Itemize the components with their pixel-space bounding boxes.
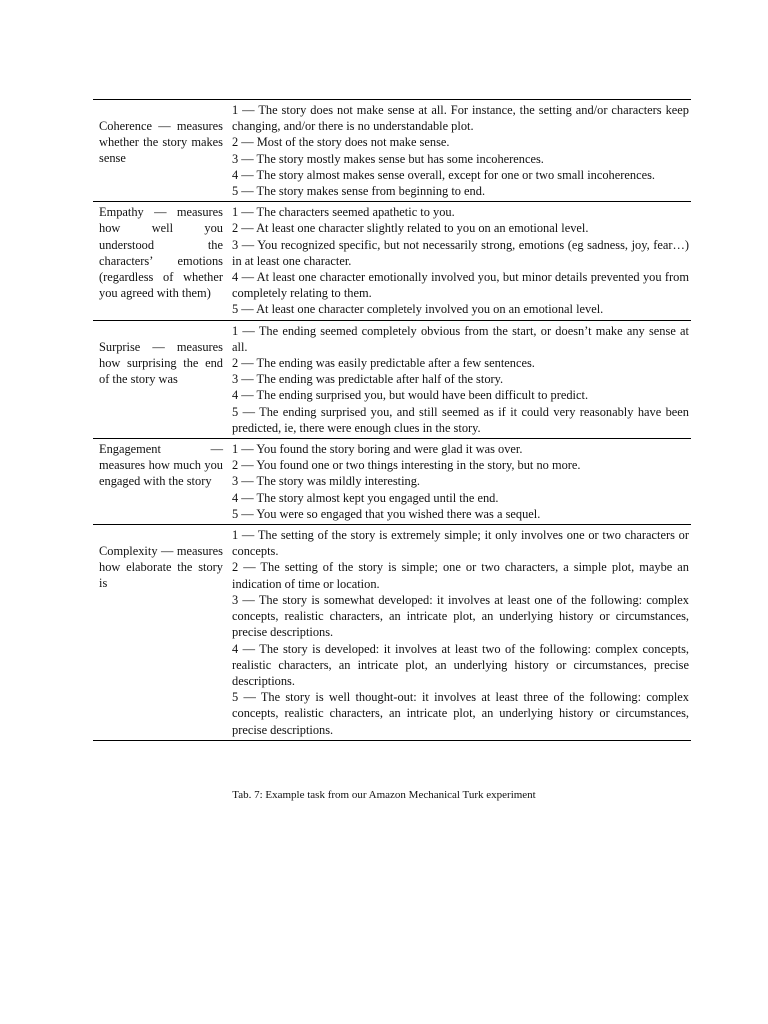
scale-level: 3 — The ending was predictable after half of the story.: [232, 372, 504, 387]
scale-level: 4 — The ending surprised you, but would have been difficult to predict.: [232, 388, 589, 403]
criterion-cell: [93, 100, 229, 202]
scale-level: 1 — The characters seemed apathetic to you.: [232, 205, 455, 220]
scale-level: 4 — The story almost kept you engaged until the end.: [232, 490, 499, 505]
scale-level: 3 — The story was mildly interesting.: [232, 474, 421, 489]
scale-level: 2 — Most of the story does not make sense.: [232, 135, 450, 150]
scale-level: 5 — You were so engaged that you wished there was a sequel.: [232, 506, 541, 521]
scale-level: 2 — You found one or two things interesting in the story, but no more.: [232, 458, 581, 473]
scale-level: 1 — The setting of the story is extremely simple; it only involves one or two characters or concepts.: [232, 528, 689, 559]
scale-level: 4 — At least one character emotionally involved you, but minor details prevented you from completely relating to them.: [232, 270, 689, 301]
table-row-surprise: [93, 320, 691, 438]
criterion-cell: [93, 202, 229, 320]
criterion-cell: [93, 439, 229, 525]
scale-level: 2 — At least one character slightly related to you on an emotional level.: [232, 221, 589, 236]
criterion-engagement: Engagement — measures how much you engaged with the story: [99, 442, 223, 489]
evaluation-criteria-table: [93, 99, 691, 741]
scale-cell: [229, 202, 691, 320]
scale-level: 4 — The story is developed: it involves at least two of the following: complex concepts, realistic characters, an intricate plot, an underlying history or circumstances, precise descriptions.: [232, 641, 689, 688]
scale-level: 1 — The ending seemed completely obvious from the start, or doesn’t make any sense at all.: [232, 323, 689, 354]
scale-cell: [229, 439, 691, 525]
scale-level: 1 — The story does not make sense at all. For instance, the setting and/or characters keep changing, and/or there is no understandable plot.: [232, 103, 689, 134]
table-row-coherence: [93, 100, 691, 202]
criterion-complexity: Complexity — measures how elaborate the story is: [99, 544, 223, 591]
scale-level: 5 — At least one character completely involved you on an emotional level.: [232, 302, 604, 317]
scale-cell: [229, 100, 691, 202]
scale-level: 5 — The story makes sense from beginning to end.: [232, 184, 486, 199]
criterion-cell: [93, 320, 229, 438]
scale-level: 1 — You found the story boring and were glad it was over.: [232, 442, 523, 457]
scale-level: 3 — The story is somewhat developed: it involves at least one of the following: complex concepts, realistic characters, an intricate plot, an underlying history or circumstances, precise descriptions.: [232, 592, 689, 640]
scale-cell: [229, 525, 691, 741]
scale-cell: [229, 320, 691, 438]
table-row-complexity: [93, 525, 691, 741]
criterion-cell: [93, 525, 229, 741]
scale-level: 3 — The story mostly makes sense but has some incoherences.: [232, 151, 544, 166]
criterion-coherence: Coherence — measures whether the story makes sense: [99, 119, 223, 166]
criterion-surprise: Surprise — measures how surprising the end of the story was: [99, 339, 223, 387]
scale-level: 2 — The ending was easily predictable after a few sentences.: [232, 356, 535, 371]
table-row-engagement: [93, 439, 691, 525]
table-caption: Tab. 7: Example task from our Amazon Mechanical Turk experiment: [232, 789, 536, 801]
scale-level: 3 — You recognized specific, but not necessarily strong, emotions (eg sadness, joy, fear…) in at least one character.: [232, 237, 689, 268]
scale-level: 5 — The ending surprised you, and still seemed as if it could very reasonably have been predicted, ie, there were enough clues in the story.: [232, 404, 689, 435]
scale-level: 2 — The setting of the story is simple; one or two characters, a simple plot, maybe an indication of time or location.: [232, 560, 689, 591]
table-row-empathy: [93, 202, 691, 320]
scale-level: 4 — The story almost makes sense overall, except for one or two small incoherences.: [232, 167, 655, 182]
scale-level: 5 — The story is well thought-out: it involves at least three of the following: complex concepts, realistic characters, an intricate plot, an underlying history or circumstances, precise descriptions.: [232, 690, 689, 737]
criterion-empathy: Empathy — measures how well you understood the characters’ emotions (regardless of whether you agreed with them): [99, 205, 223, 301]
